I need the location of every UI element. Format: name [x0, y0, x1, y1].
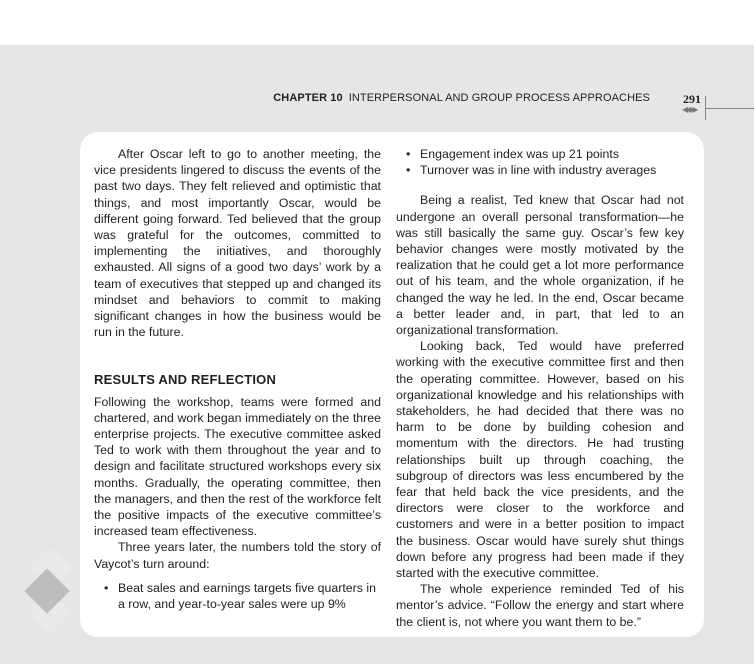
list-item-text: Engagement index was up 21 points [420, 147, 620, 161]
section-heading: RESULTS AND REFLECTION [94, 372, 277, 388]
left-column [94, 146, 381, 612]
header-rule-horizontal [705, 108, 754, 109]
bullet-icon: • [406, 147, 411, 161]
body-paragraph: Following the workshop, teams were formed and chartered, and work began immediately on the three enterprise projects. The executive committee asked Ted to work with them throughout the year and to design and facilitate structured workshops every six months. Gradually, the operating committee, then the managers, and then the rest of the workforce felt the positive impacts of the executive committee’s increased team effectiveness. [94, 394, 381, 539]
body-paragraph: Looking back, Ted would have preferred working with the executive committee first and then the operating committee. However, based on his organizational knowledge and his relationships with stakeholders, he had decided that there was no harm to be done by building cohesion and momentum with the directors. He had trusting relationships built up through coaching, the subgroup of directors was less encumbered by the fear that held back the vice presidents, and the directors were closer to the workforce and customers and were in a better position to impact the business. Oscar would have surely shut things down before any progress had been made if they started with the executive committee. [396, 339, 684, 581]
results-list [396, 146, 684, 178]
bullet-icon: • [104, 580, 109, 595]
bullet-icon: • [406, 163, 411, 178]
body-paragraph: The whole experience reminded Ted of his mentor’s advice. “Follow the energy and start where the client is, not where you want them to be.” [396, 582, 684, 629]
list-item [94, 580, 381, 612]
list-item [396, 146, 684, 162]
chapter-heading [273, 92, 650, 104]
running-header [0, 92, 754, 114]
results-list [94, 580, 381, 612]
list-item-text: Beat sales and earnings targets five quarters in a row, and year-to-year sales were up 9% [118, 580, 376, 612]
list-item-text: Turnover was in line with industry averages [420, 163, 657, 178]
body-paragraph: Three years later, the numbers told the story of Vaycot’s turn around: [94, 540, 381, 571]
page-number: 291 [683, 92, 701, 106]
chapter-number: CHAPTER 10 [273, 92, 343, 104]
chapter-title: INTERPERSONAL AND GROUP PROCESS APPROACHES [348, 92, 650, 104]
right-column [396, 146, 684, 630]
body-paragraph: Being a realist, Ted knew that Oscar had not undergone an overall personal transformation—he was still basically the same guy. Oscar’s few key behavior changes were mostly motivated by the realization that he could get a lot more performance out of his team, and the whole organization, if he changed the way he led. In the end, Oscar became a better leader and, in part, that led to an organizational transformation. [396, 193, 684, 338]
page-ornament-icon: ◀◆▶ [682, 105, 698, 114]
body-paragraph: After Oscar left to go to another meeting, the vice presidents lingered to discuss the events of the past two days. They felt relieved and optimistic that things, and most importantly Oscar, would be different going forward. Ted believed that the group was grateful for the outcomes, committed to implementing the initiatives, and thoroughly exhausted. All signs of a good two days’ work by a team of executives that stepped up and changed its mindset and behaviors to commit to making significant changes in how the business would be run in the future. [94, 147, 381, 340]
list-item [396, 162, 684, 178]
